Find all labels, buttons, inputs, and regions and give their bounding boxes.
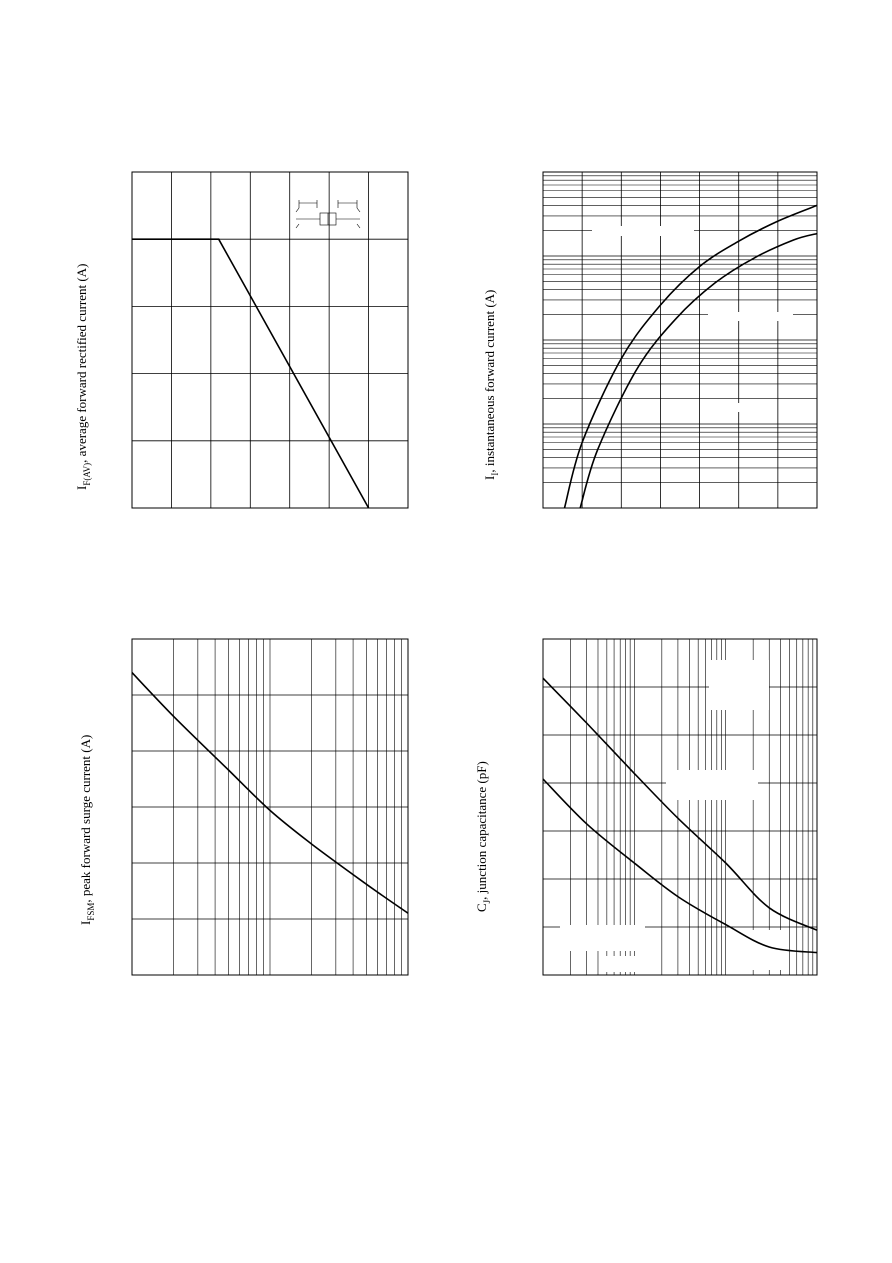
chart-4-blank-patch: [560, 925, 645, 951]
chart-4-ylabel: [474, 761, 492, 912]
heatsink-mark: [357, 208, 360, 212]
chart-2-blank-patch: [737, 403, 777, 412]
chart-2-curves: [565, 205, 818, 508]
chart-3-ylabel-rest: , peak forward surge current (A): [78, 734, 93, 903]
heatsink-mark: [357, 224, 360, 228]
chart-2-ylabel-main: I: [482, 475, 497, 480]
chart-4-ylabel-rest: , junction capacitance (pF): [474, 761, 489, 900]
chart-2-ylabel-sub: I: [490, 472, 500, 476]
chart-4-blank-patch: [752, 930, 782, 970]
heatsink-mark: [296, 224, 299, 228]
chart-4-ylabel-sub: J: [482, 899, 492, 904]
chart-4-series-1-line: [543, 678, 817, 930]
chart-4-blank-patch: [599, 956, 635, 972]
chart-3-ylabel-main: I: [78, 920, 93, 925]
chart-2-blank-patch: [592, 226, 694, 236]
chart-1-grid: [132, 172, 408, 508]
chart-3-peak-surge-current: [78, 639, 408, 975]
chart-1-average-forward-current: [74, 172, 408, 508]
chart-2-instantaneous-forward-current: [482, 172, 817, 508]
chart-2-ylabel: [482, 290, 500, 480]
chart-4-frame: [543, 639, 817, 975]
chart-4-curves: [543, 678, 817, 952]
chart-1-lead-diagram: [296, 200, 360, 228]
chart-2-blank-patch: [708, 312, 793, 321]
chart-4-junction-capacitance: [474, 639, 817, 975]
chart-1-frame: [132, 172, 408, 508]
chart-1-ylabel-sub: F(AV): [82, 462, 92, 486]
chart-4-ylabel-main: C: [474, 903, 489, 912]
chart-3-ylabel-sub: FSM: [86, 902, 96, 921]
chart-2-series-1-line: [565, 205, 818, 508]
chart-2-ylabel-rest: , instantaneous forward current (A): [482, 289, 497, 473]
chart-4-grid: [543, 639, 817, 975]
chart-4-blank-patch: [666, 770, 758, 800]
chart-1-ylabel-rest: , average forward rectified current (A): [74, 263, 89, 463]
chart-1-ylabel: [74, 264, 92, 490]
heatsink-mark: [296, 208, 299, 212]
chart-4-blank-patch: [709, 660, 769, 710]
chart-1-ylabel-main: I: [74, 485, 89, 490]
chart-3-grid: [132, 639, 408, 975]
chart-3-ylabel: [78, 735, 96, 925]
